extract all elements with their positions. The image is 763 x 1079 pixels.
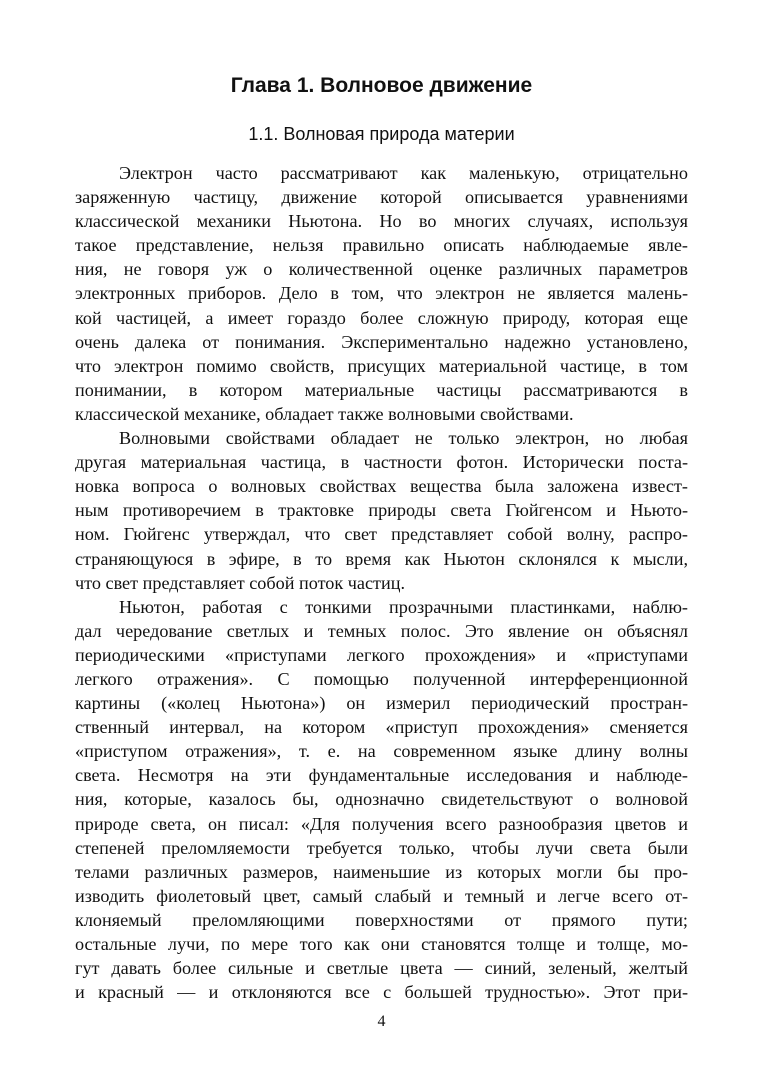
text-line: электронных приборов. Дело в том, что электрон не является малень- bbox=[75, 283, 688, 304]
text-line: страняющуюся в эфире, в то время как Ньютон склонялся к мысли, bbox=[75, 548, 688, 569]
text-line: гут давать более сильные и светлые цвета — синий, зеленый, желтый bbox=[75, 958, 688, 979]
text-line: Электрон часто рассматривают как маленькую, отрицательно bbox=[119, 163, 688, 183]
text-line: «приступом отражения», т. е. на современном языке длину волны bbox=[75, 741, 688, 762]
text-line: очень далека от понимания. Экспериментально надежно установлено, bbox=[75, 331, 688, 352]
text-line: Волновыми свойствами обладает не только электрон, но любая bbox=[119, 428, 688, 449]
paragraph bbox=[75, 426, 688, 595]
text-line: периодическими «приступами легкого прохождения» и «приступами bbox=[75, 644, 688, 665]
text-line: и красный — и отклоняются все с большей трудностью». Этот при- bbox=[75, 982, 688, 1003]
paragraph bbox=[75, 595, 688, 1005]
text-line: другая материальная частица, в частности фотон. Исторически поста- bbox=[75, 452, 688, 473]
chapter-title: Глава 1. Волновое движение bbox=[230, 74, 533, 97]
paragraph bbox=[75, 161, 688, 426]
text-line: такое представление, нельзя правильно описать наблюдаемые явле- bbox=[75, 235, 688, 256]
text-line: ния, не говоря уж о количественной оценке различных параметров bbox=[75, 259, 688, 280]
text-line: природе света, он писал: «Для получения всего разнообразия цветов и bbox=[75, 813, 688, 834]
text-line: клоняемый преломляющими поверхностями от прямого пути; bbox=[75, 909, 688, 930]
page-number: 4 bbox=[377, 1013, 386, 1030]
text-line: легкого отражения». С помощью полученной интерференционной bbox=[75, 668, 688, 689]
text-line: ным противоречием в трактовке природы света Гюйгенсом и Ньюто- bbox=[75, 500, 688, 521]
text-line: ния, которые, казалось бы, однозначно свидетельствуют о волновой bbox=[75, 789, 688, 810]
text-line: телами различных размеров, наименьшие из которых могли бы про- bbox=[75, 861, 688, 882]
body-text bbox=[75, 161, 688, 1004]
text-line: классической механике, обладает также волновыми свойствами. bbox=[75, 403, 574, 424]
text-line: дал чередование светлых и темных полос. Это явление он объяснял bbox=[75, 620, 688, 641]
text-line: Ньютон, работая с тонкими прозрачными пластинками, наблю- bbox=[119, 596, 688, 617]
text-line: ном. Гюйгенс утверждал, что свет представляет собой волну, распро- bbox=[75, 524, 688, 545]
text-line: что электрон помимо свойств, присущих материальной частице, в том bbox=[75, 355, 688, 376]
text-line: что свет представляет собой поток частиц. bbox=[75, 572, 406, 593]
section-title: 1.1. Волновая природа материи bbox=[248, 124, 515, 144]
text-line: заряженную частицу, движение которой описывается уравнениями bbox=[75, 187, 688, 208]
text-line: кой частицей, а имеет гораздо более сложную природу, которая еще bbox=[75, 307, 688, 328]
text-line: новка вопроса о волновых свойствах вещества была заложена извест- bbox=[75, 476, 688, 497]
text-line: понимании, в котором материальные частицы рассматриваются в bbox=[75, 379, 688, 400]
text-line: остальные лучи, по мере того как они становятся толще и толще, мо- bbox=[75, 934, 688, 954]
text-line: картины («колец Ньютона») он измерил периодический простран- bbox=[75, 693, 688, 714]
text-line: классической механики Ньютона. Но во многих случаях, используя bbox=[75, 211, 688, 232]
text-line: света. Несмотря на эти фундаментальные исследования и наблюде- bbox=[75, 765, 688, 786]
text-line: ственный интервал, на котором «приступ прохождения» сменяется bbox=[75, 717, 688, 738]
text-line: степеней преломляемости требуется только, чтобы лучи света были bbox=[75, 837, 688, 858]
text-line: изводить фиолетовый цвет, самый слабый и темный и легче всего от- bbox=[75, 885, 688, 906]
